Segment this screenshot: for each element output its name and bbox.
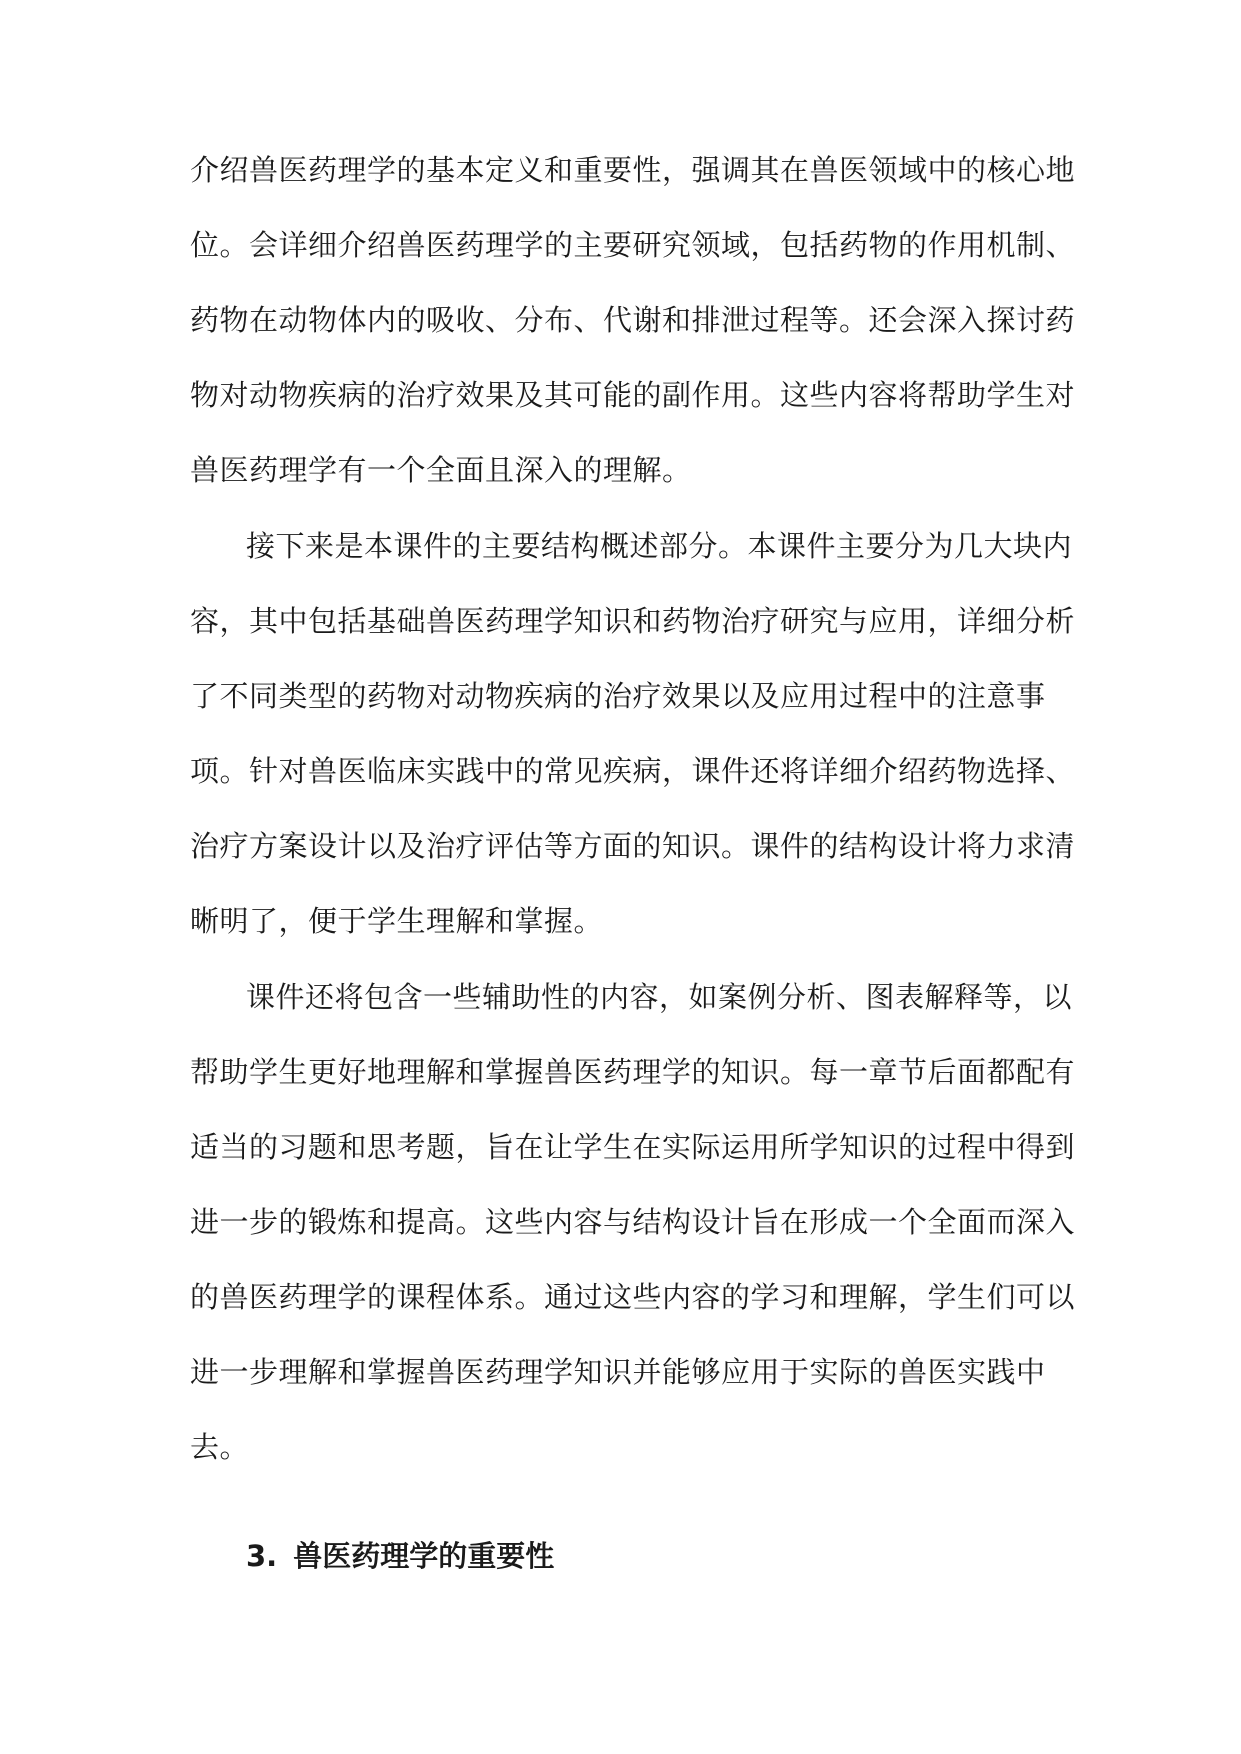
paragraph-line: 兽医药理学有一个全面且深入的理解。 xyxy=(190,453,692,487)
paragraph-line: 晰明了，便于学生理解和掌握。 xyxy=(190,904,604,938)
paragraph-line: 了不同类型的药物对动物疾病的治疗效果以及应用过程中的注意事 xyxy=(190,679,1046,713)
paragraph-line: 物对动物疾病的治疗效果及其可能的副作用。这些内容将帮助学生对 xyxy=(190,378,1076,412)
paragraph-line: 适当的习题和思考题，旨在让学生在实际运用所学知识的过程中得到 xyxy=(190,1130,1076,1164)
paragraph-line: 进一步的锻炼和提高。这些内容与结构设计旨在形成一个全面而深入 xyxy=(190,1205,1076,1239)
paragraph-line: 帮助学生更好地理解和掌握兽医药理学的知识。每一章节后面都配有 xyxy=(190,1055,1076,1089)
paragraph-line: 治疗方案设计以及治疗评估等方面的知识。课件的结构设计将力求清 xyxy=(190,829,1076,863)
paragraph-line: 进一步理解和掌握兽医药理学知识并能够应用于实际的兽医实践中 xyxy=(190,1355,1046,1389)
paragraph-line: 的兽医药理学的课程体系。通过这些内容的学习和理解，学生们可以 xyxy=(190,1280,1076,1314)
section-title: 兽医药理学的重要性 xyxy=(293,1539,555,1573)
paragraph-line: 去。 xyxy=(190,1430,250,1464)
paragraph-line: 课件还将包含一些辅助性的内容，如案例分析、图表解释等，以 xyxy=(246,980,1073,1014)
section-number: 3. xyxy=(246,1539,278,1573)
paragraph-line: 项。针对兽医临床实践中的常见疾病，课件还将详细介绍药物选择、 xyxy=(190,754,1076,788)
paragraph-line: 介绍兽医药理学的基本定义和重要性，强调其在兽医领域中的核心地 xyxy=(190,153,1076,187)
paragraph-line: 位。会详细介绍兽医药理学的主要研究领域，包括药物的作用机制、 xyxy=(190,228,1076,262)
section-heading xyxy=(246,1536,554,1576)
paragraph-line: 药物在动物体内的吸收、分布、代谢和排泄过程等。还会深入探讨药 xyxy=(190,303,1076,337)
paragraph-line: 接下来是本课件的主要结构概述部分。本课件主要分为几大块内 xyxy=(246,529,1073,563)
paragraph-line: 容，其中包括基础兽医药理学知识和药物治疗研究与应用，详细分析 xyxy=(190,604,1076,638)
